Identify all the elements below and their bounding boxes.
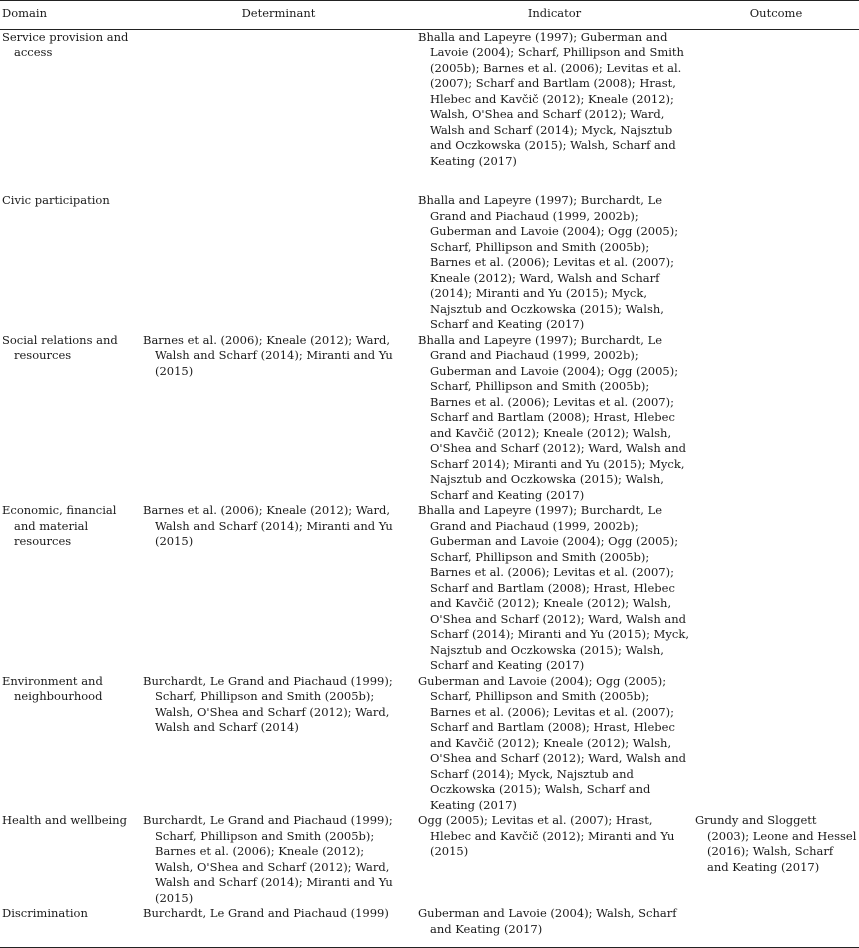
table-row bbox=[0, 674, 859, 814]
header-indicator: Indicator bbox=[416, 1, 693, 30]
table-row bbox=[0, 906, 859, 948]
determinant-cell: Barnes et al. (2006); Kneale (2012); Ward, Walsh and Scharf (2014); Miranti and Yu (2015) bbox=[143, 332, 393, 378]
indicator-cell: Bhalla and Lapeyre (1997); Burchardt, Le Grand and Piachaud (1999, 2002b); Guberman and Lavoie (2004); Ogg (2005); Scharf, Phillipson and Smith (2005b); Barnes et al. (2006); Levitas et al. (2007); Scharf and Bartlam (2008); Hrast, Hlebec and Kavčič (2012); Kneale (2012); Walsh, O'Shea and Scharf (2012); Ward, Walsh and Scharf (2014); Miranti and Yu (2015); Myck, Najsztub and Oczkowska (2015); Walsh, Scharf and Keating (2017) bbox=[418, 503, 689, 672]
determinant-cell: Barnes et al. (2006); Kneale (2012); Ward, Walsh and Scharf (2014); Miranti and Yu (2015) bbox=[143, 503, 393, 548]
table-row bbox=[0, 333, 859, 504]
domain-cell: Environment and neighbourhood bbox=[2, 673, 103, 703]
outcome-cell: Grundy and Sloggett (2003); Leone and Hessel (2016); Walsh, Scharf and Keating (2017) bbox=[695, 813, 857, 874]
indicator-cell: Bhalla and Lapeyre (1997); Burchardt, Le Grand and Piachaud (1999, 2002b); Guberman and Lavoie (2004); Ogg (2005); Scharf, Phillipson and Smith (2005b); Barnes et al. (2006); Levitas et al. (2007); Kneale (2012); Ward, Walsh and Scharf (2014); Miranti and Yu (2015); Myck, Najsztub and Oczkowska (2015); Walsh, Scharf and Keating (2017) bbox=[418, 193, 679, 331]
indicator-cell: Bhalla and Lapeyre (1997); Burchardt, Le Grand and Piachaud (1999, 2002b); Guberman and Lavoie (2004); Ogg (2005); Scharf, Phillipson and Smith (2005b); Barnes et al. (2006); Levitas et al. (2007); Scharf and Bartlam (2008); Hrast, Hlebec and Kavčič (2012); Kneale (2012); Walsh, O'Shea and Scharf (2012); Ward, Walsh and Scharf 2014); Miranti and Yu (2015); Myck, Najsztub and Oczkowska (2015); Walsh, Scharf and Keating (2017) bbox=[418, 332, 687, 502]
determinant-cell: Burchardt, Le Grand and Piachaud (1999); Scharf, Phillipson and Smith (2005b); Barnes et al. (2006); Kneale (2012); Walsh, O'Shea and Scharf (2012); Ward, Walsh and Scharf (2014); Miranti and Yu (2015) bbox=[143, 813, 393, 905]
header-domain: Domain bbox=[0, 1, 141, 30]
table-row bbox=[0, 193, 859, 333]
header-outcome: Outcome bbox=[693, 1, 859, 30]
domain-cell: Civic participation bbox=[2, 193, 110, 207]
determinant-cell: Burchardt, Le Grand and Piachaud (1999); Scharf, Phillipson and Smith (2005b); Walsh, O'Shea and Scharf (2012); Ward, Walsh and Scharf (2014) bbox=[143, 673, 393, 734]
domain-cell: Discrimination bbox=[2, 906, 88, 920]
indicator-cell: Bhalla and Lapeyre (1997); Guberman and Lavoie (2004); Scharf, Phillipson and Smith (2005b); Barnes et al. (2006); Levitas et al. (2007); Scharf and Bartlam (2008); Hrast, Hlebec and Kavčič (2012); Kneale (2012); Walsh, O'Shea and Scharf (2012); Ward, Walsh and Scharf (2014); Myck, Najsztub and Oczkowska (2015); Walsh, Scharf and Keating (2017) bbox=[418, 29, 684, 168]
table-row bbox=[0, 503, 859, 674]
indicator-cell: Ogg (2005); Levitas et al. (2007); Hrast, Hlebec and Kavčič (2012); Miranti and Yu (2015) bbox=[418, 813, 675, 858]
indicator-cell: Guberman and Lavoie (2004); Walsh, Scharf and Keating (2017) bbox=[418, 906, 677, 936]
table-row bbox=[0, 813, 859, 906]
determinant-cell: Burchardt, Le Grand and Piachaud (1999) bbox=[143, 906, 389, 920]
header-determinant: Determinant bbox=[141, 1, 416, 30]
domain-cell: Service provision and access bbox=[2, 29, 129, 59]
domain-cell: Health and wellbeing bbox=[2, 813, 127, 827]
domain-cell: Social relations and resources bbox=[2, 332, 118, 362]
indicator-cell: Guberman and Lavoie (2004); Ogg (2005); Scharf, Phillipson and Smith (2005b); Barnes et al. (2006); Levitas et al. (2007); Scharf and Bartlam (2008); Hrast, Hlebec and Kavčič (2012); Kneale (2012); Walsh, O'Shea and Scharf (2012); Ward, Walsh and Scharf (2014); Myck, Najsztub and Oczkowska (2015); Walsh, Scharf and Keating (2017) bbox=[418, 673, 687, 812]
domain-cell: Economic, financial and material resources bbox=[2, 503, 117, 548]
header-row bbox=[0, 1, 859, 30]
table-row bbox=[0, 29, 859, 193]
